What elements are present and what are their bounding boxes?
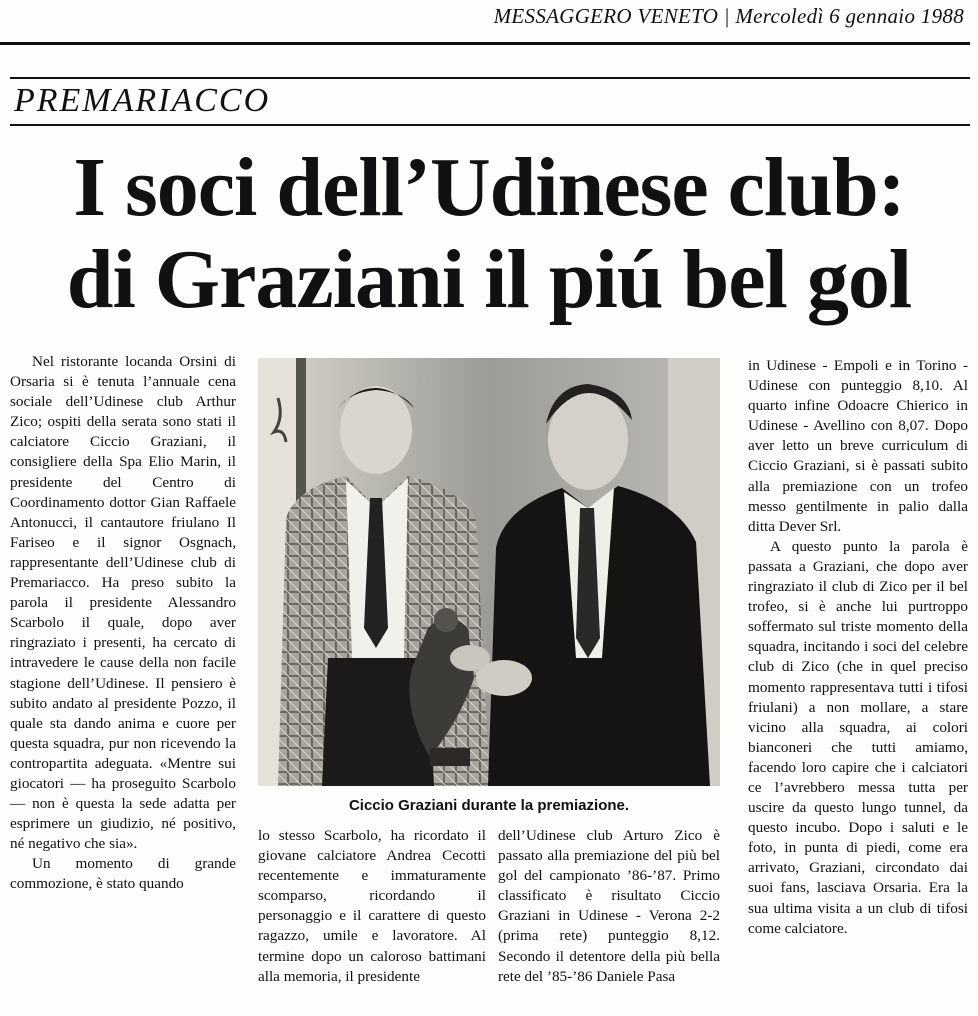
- headline-line-1: I soci dell’Udinese club:: [73, 141, 905, 234]
- photo-caption: Ciccio Graziani durante la premiazione.: [348, 797, 630, 814]
- masthead-rule: [0, 42, 970, 45]
- article-paragraph: Un momento di grande commozione, è stato quando: [10, 855, 236, 893]
- article-photo: [258, 358, 720, 786]
- headline-line-2: di Graziani il piú bel gol: [66, 233, 912, 326]
- article-paragraph: lo stesso Scarbolo, ha ricordato il giovane calciatore Andrea Cecotti recentemente e immaturamente scomparso, ricordando il personaggio e il carattere di questo ragazzo, umile e lavoratore. Al termine dopo un caloroso battimani alla memoria, il presidente: [258, 827, 486, 985]
- article-paragraph: A questo punto la parola è passata a Graziani, che dopo aver ringraziato il club di Zico per il bel trofeo, si è anche lui purtroppo soffermato sul triste momento della squadra, incitando i soci del celebre club di Zico (che in quel preciso momento rappresentava tutti i tifosi friulani) a non mollare, a stare vicino alla squadra, ai colori bianconeri che tutti amiamo, facendo loro capire che i calciatori ce l’avrebbero messa tutta per uscire da questo lungo tunnel, da questo incubo. Dopo i saluti e le foto, in punta di piedi, come era arrivato, Graziani, circondato dai suoi fans, lasciava Orsaria. Era la sua ultima visita a un club di tifosi come calciatore.: [748, 537, 968, 937]
- section-rule-top: [10, 77, 970, 79]
- article-paragraph: Nel ristorante locanda Orsini di Orsaria si è tenuta l’annuale cena sociale dell’Udinese club Arthur Zico; ospiti della serata sono stati il calciatore Ciccio Graziani, il consigliere della Spa Elio Marin, il presidente del Centro di Coordinamento dottor Gian Raffaele Antonucci, il cantautore friulano Il Fariseo e il signor Osgnach, rappresentante dell’Udinese club di Premariacco. Ha preso subito la parola il presidente Alessandro Scarbolo il quale, dopo aver ringraziato i presenti, ha cercato di intravedere le cause della non facile stagione dell’Udinese. Il pensiero è subito andato al presidente Pozzo, il quale sta dando anima e cuore per questa squadra, pur non ricevendo la contropartita adeguata. «Mentre sui giocatori — ha proseguito Scarbolo — non è questa la sede adatta per esprimere un giudizio, né positivo, né negativo che sia».: [10, 353, 236, 853]
- article-column-3: [498, 826, 720, 987]
- article-column-1: [10, 352, 236, 895]
- article-column-4: [748, 356, 968, 939]
- photo-illustration: [258, 358, 720, 786]
- headline: [0, 142, 978, 326]
- masthead: MESSAGGERO VENETO | Mercoledì 6 gennaio 1988: [493, 4, 964, 28]
- section-title: PREMARIACCO: [14, 82, 271, 119]
- article-paragraph: dell’Udinese club Arturo Zico è passato alla premiazione del più bel gol del campionato ’86-’87. Primo classificato è risultato Ciccio Graziani in Udinese - Verona 2-2 (prima rete) punteggio 8,12. Secondo il detentore della più bella rete del ’85-’86 Daniele Pasa: [498, 827, 720, 985]
- article-column-2: [258, 826, 486, 987]
- article-paragraph: in Udinese - Empoli e in Torino - Udinese con punteggio 8,10. Al quarto infine Odoacre Chierico in Udinese - Avellino con 8,07. Dopo aver letto un breve curriculum di Ciccio Graziani, si è passati subito alla premiazione con un trofeo messo gentilmente in palio dalla ditta Dever Srl.: [748, 357, 968, 535]
- section-rule-bottom: [10, 124, 970, 126]
